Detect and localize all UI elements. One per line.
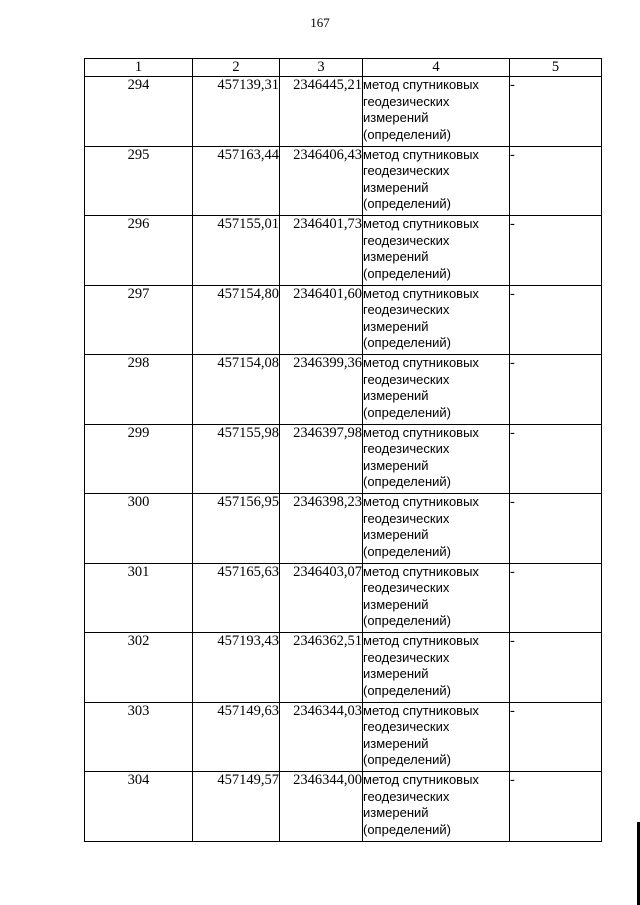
method-line: метод спутниковых xyxy=(363,633,479,648)
method-line: геодезических xyxy=(363,232,450,248)
x-coordinate-cell: 457139,31 xyxy=(193,77,280,147)
method-line: измерений xyxy=(363,179,429,195)
method-cell xyxy=(363,494,510,564)
method-line: метод спутниковых xyxy=(363,702,479,718)
method-line: геодезических xyxy=(363,302,450,317)
method-line: геодезических xyxy=(363,580,450,595)
header-col-1: 1 xyxy=(85,59,193,77)
method-line: метод спутниковых xyxy=(363,146,479,162)
table-row xyxy=(85,216,602,286)
table-row xyxy=(85,355,602,425)
method-line: (определений) xyxy=(363,265,452,281)
note-cell: - xyxy=(510,355,602,425)
y-coordinate-cell: 2346344,03 xyxy=(280,702,363,772)
method-line: метод спутниковых xyxy=(363,355,479,370)
point-number-cell: 296 xyxy=(85,216,193,286)
method-line: измерений xyxy=(363,110,429,125)
y-coordinate-cell: 2346406,43 xyxy=(280,146,363,216)
method-cell xyxy=(363,355,510,425)
table-row xyxy=(85,77,602,147)
method-line: измерений xyxy=(363,249,429,264)
header-col-2: 2 xyxy=(193,59,280,77)
y-coordinate-cell: 2346403,07 xyxy=(280,563,363,633)
method-line: (определений) xyxy=(363,474,452,489)
method-line: измерений xyxy=(363,805,429,820)
method-cell xyxy=(363,633,510,703)
y-coordinate-cell: 2346401,60 xyxy=(280,285,363,355)
method-cell xyxy=(363,285,510,355)
y-coordinate-cell: 2346445,21 xyxy=(280,77,363,147)
method-line: геодезических xyxy=(363,649,450,665)
x-coordinate-cell: 457163,44 xyxy=(193,146,280,216)
point-number-cell: 303 xyxy=(85,702,193,772)
method-cell xyxy=(363,702,510,772)
coordinates-table xyxy=(84,58,602,842)
y-coordinate-cell: 2346344,00 xyxy=(280,772,363,842)
method-line: метод спутниковых xyxy=(363,285,479,301)
method-line: (определений) xyxy=(363,821,452,837)
method-line: метод спутниковых xyxy=(363,424,479,440)
x-coordinate-cell: 457155,98 xyxy=(193,424,280,494)
note-cell: - xyxy=(510,146,602,216)
note-cell: - xyxy=(510,633,602,703)
point-number-cell: 301 xyxy=(85,563,193,633)
y-coordinate-cell: 2346401,73 xyxy=(280,216,363,286)
table-row xyxy=(85,772,602,842)
note-cell: - xyxy=(510,772,602,842)
note-cell: - xyxy=(510,563,602,633)
method-line: (определений) xyxy=(363,543,452,559)
method-line: измерений xyxy=(363,457,429,473)
method-line: (определений) xyxy=(363,196,452,211)
point-number-cell: 297 xyxy=(85,285,193,355)
method-line: геодезических xyxy=(363,719,450,734)
method-cell xyxy=(363,424,510,494)
method-line: измерений xyxy=(363,318,429,334)
x-coordinate-cell: 457155,01 xyxy=(193,216,280,286)
method-line: (определений) xyxy=(363,335,452,350)
table-header-row xyxy=(85,59,602,77)
note-cell: - xyxy=(510,216,602,286)
method-line: метод спутниковых xyxy=(363,77,479,92)
header-col-3: 3 xyxy=(280,59,363,77)
point-number-cell: 294 xyxy=(85,77,193,147)
page-number: 167 xyxy=(310,15,330,30)
x-coordinate-cell: 457154,80 xyxy=(193,285,280,355)
x-coordinate-cell: 457154,08 xyxy=(193,355,280,425)
note-cell: - xyxy=(510,285,602,355)
method-line: метод спутниковых xyxy=(363,494,479,509)
method-line: геодезических xyxy=(363,441,450,456)
note-cell: - xyxy=(510,702,602,772)
method-line: геодезических xyxy=(363,93,450,109)
point-number-cell: 302 xyxy=(85,633,193,703)
method-line: (определений) xyxy=(363,404,452,420)
method-cell xyxy=(363,772,510,842)
header-col-4: 4 xyxy=(363,59,510,77)
table-row xyxy=(85,146,602,216)
method-cell xyxy=(363,216,510,286)
method-cell xyxy=(363,146,510,216)
method-line: (определений) xyxy=(363,682,452,698)
x-coordinate-cell: 457193,43 xyxy=(193,633,280,703)
method-line: измерений xyxy=(363,388,429,403)
y-coordinate-cell: 2346398,23 xyxy=(280,494,363,564)
header-col-5: 5 xyxy=(510,59,602,77)
method-line: геодезических xyxy=(363,788,450,804)
table-row xyxy=(85,702,602,772)
table-row xyxy=(85,285,602,355)
point-number-cell: 299 xyxy=(85,424,193,494)
point-number-cell: 304 xyxy=(85,772,193,842)
table-row xyxy=(85,563,602,633)
method-line: (определений) xyxy=(363,752,452,767)
point-number-cell: 298 xyxy=(85,355,193,425)
y-coordinate-cell: 2346397,98 xyxy=(280,424,363,494)
x-coordinate-cell: 457149,63 xyxy=(193,702,280,772)
point-number-cell: 295 xyxy=(85,146,193,216)
method-cell xyxy=(363,563,510,633)
x-coordinate-cell: 457165,63 xyxy=(193,563,280,633)
method-line: измерений xyxy=(363,596,429,612)
table-row xyxy=(85,424,602,494)
method-cell xyxy=(363,77,510,147)
method-line: измерений xyxy=(363,666,429,681)
x-coordinate-cell: 457149,57 xyxy=(193,772,280,842)
table-row xyxy=(85,494,602,564)
point-number-cell: 300 xyxy=(85,494,193,564)
method-line: (определений) xyxy=(363,126,452,142)
note-cell: - xyxy=(510,494,602,564)
y-coordinate-cell: 2346362,51 xyxy=(280,633,363,703)
note-cell: - xyxy=(510,77,602,147)
x-coordinate-cell: 457156,95 xyxy=(193,494,280,564)
method-line: геодезических xyxy=(363,163,450,178)
method-line: метод спутниковых xyxy=(363,563,479,579)
method-line: геодезических xyxy=(363,510,450,526)
method-line: геодезических xyxy=(363,371,450,387)
table-row xyxy=(85,633,602,703)
method-line: (определений) xyxy=(363,613,452,628)
method-line: метод спутниковых xyxy=(363,216,479,231)
table-body xyxy=(85,77,602,842)
y-coordinate-cell: 2346399,36 xyxy=(280,355,363,425)
note-cell: - xyxy=(510,424,602,494)
method-line: метод спутниковых xyxy=(363,772,479,787)
method-line: измерений xyxy=(363,527,429,542)
method-line: измерений xyxy=(363,735,429,751)
